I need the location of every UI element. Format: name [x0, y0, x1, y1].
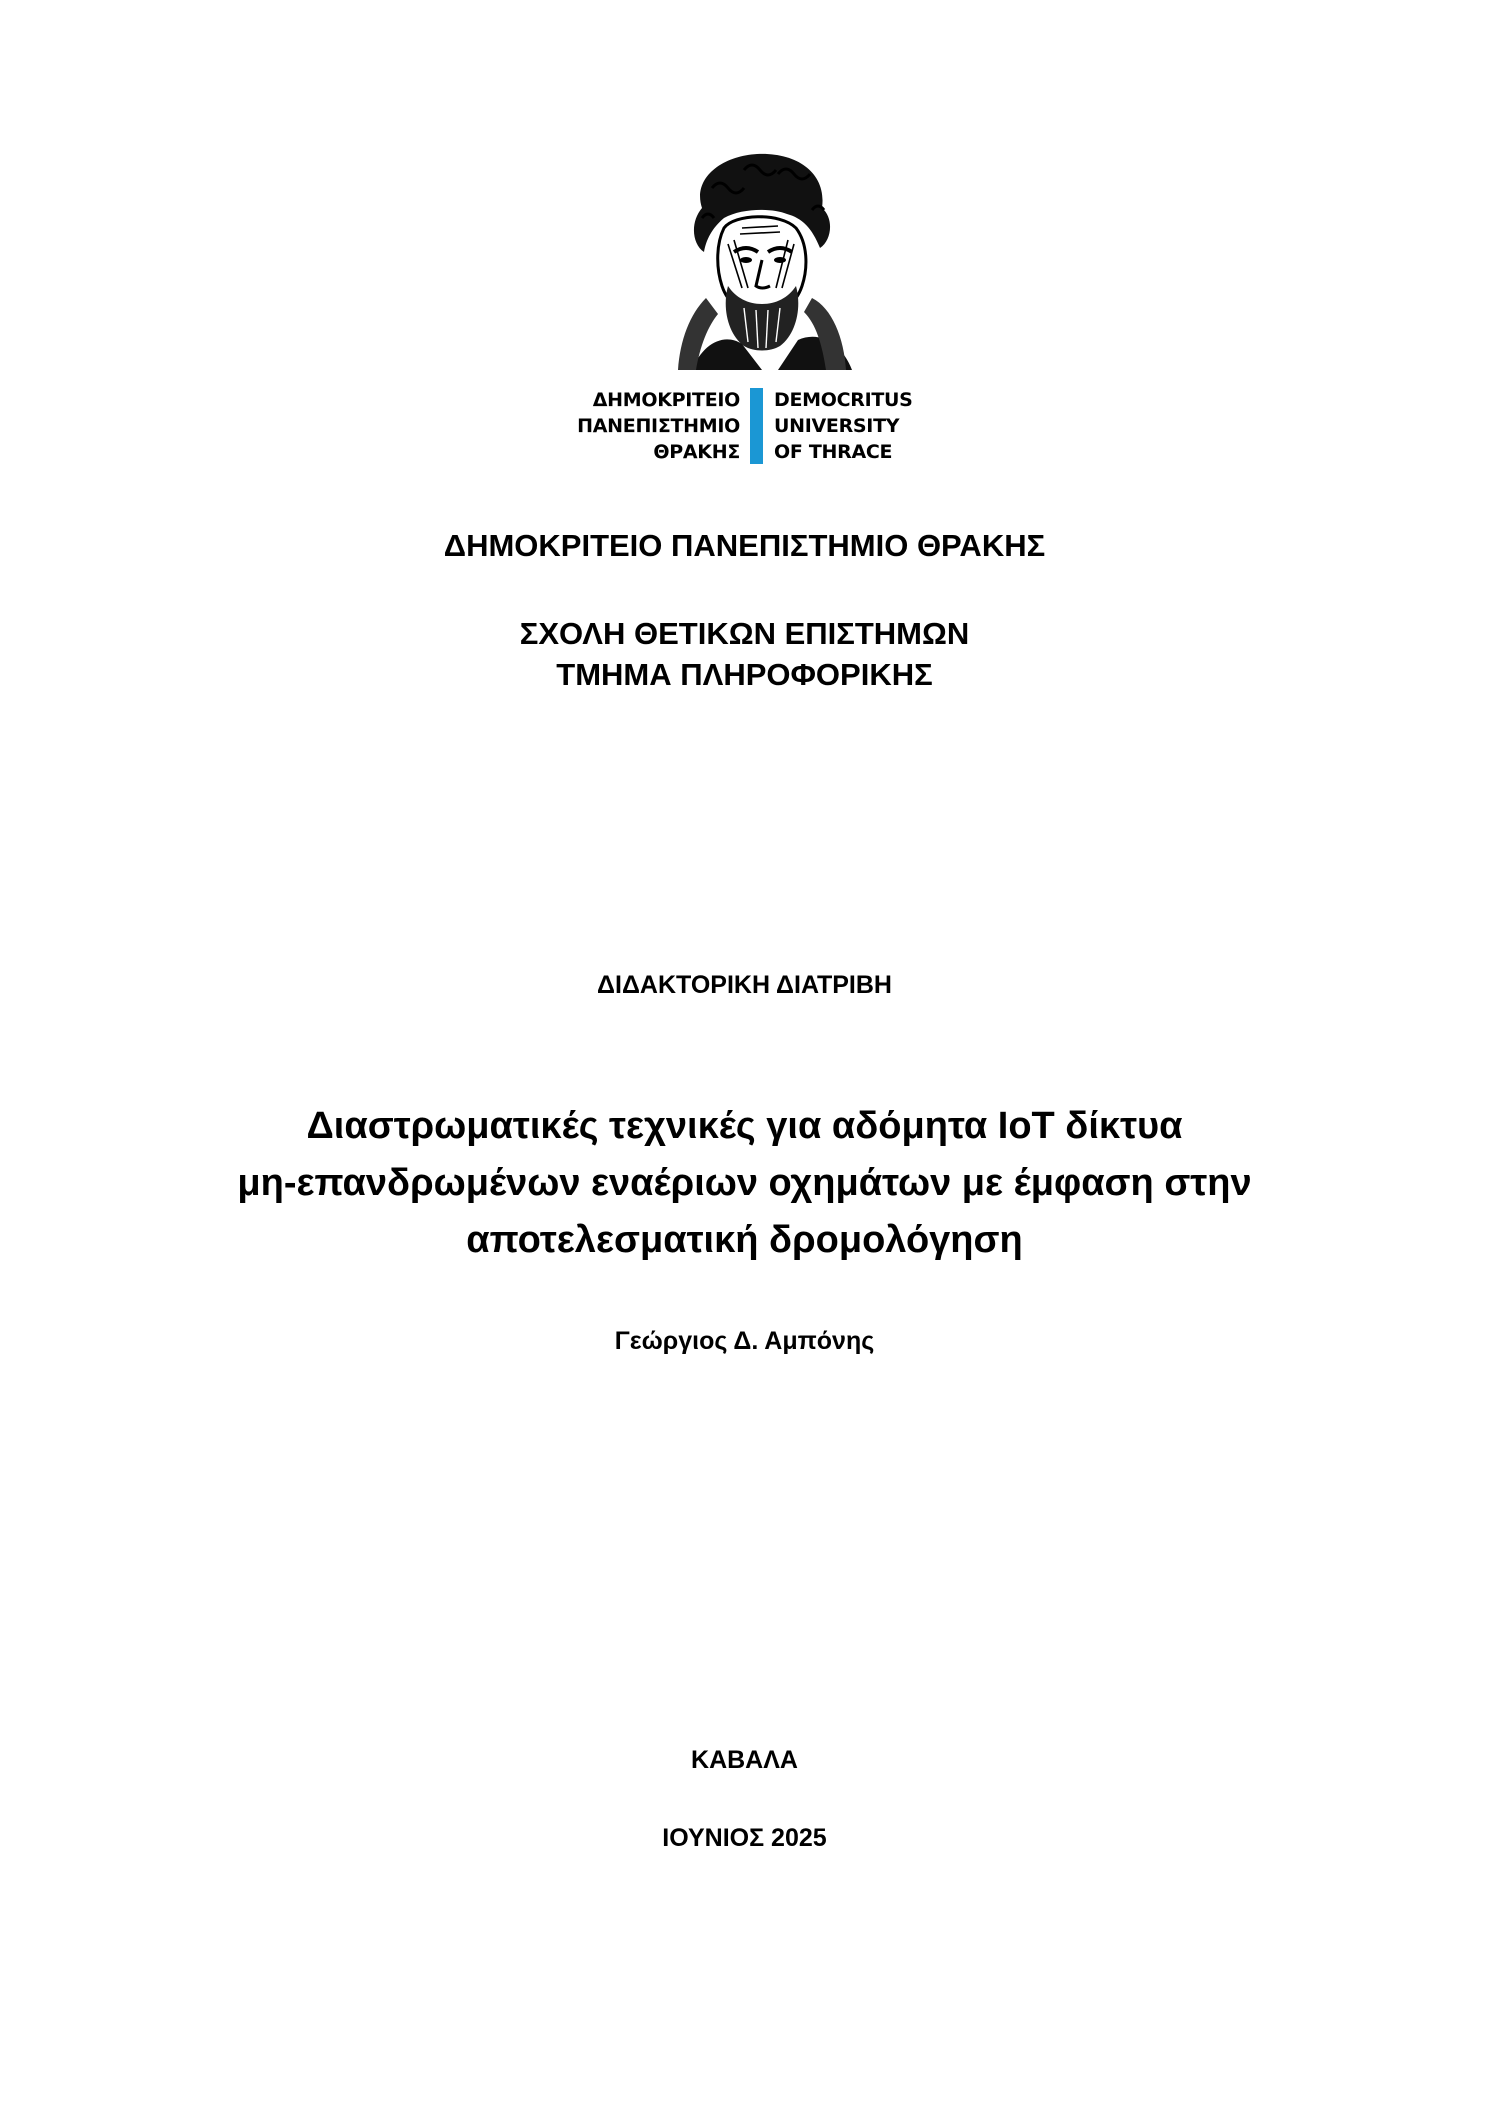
- logo-divider-bar: [750, 388, 763, 464]
- city: ΚΑΒΑΛΑ: [691, 1746, 798, 1774]
- thesis-title-line: μη-επανδρωμένων εναέριων οχημάτων με έμφαση στην: [237, 1162, 1252, 1204]
- date: ΙΟΥΝΙΟΣ 2025: [662, 1824, 827, 1852]
- author-name: Γεώργιος Δ. Αμπόνης: [614, 1327, 875, 1355]
- thesis-title: [0, 1098, 1489, 1269]
- department-name: ΤΜΗΜΑ ΠΛΗΡΟΦΟΡΙΚΗΣ: [556, 657, 933, 692]
- document-type: ΔΙΔΑΚΤΟΡΙΚΗ ΔΙΑΤΡΙΒΗ: [597, 971, 892, 999]
- university-logo: [570, 148, 930, 468]
- logo-name-greek: [570, 387, 740, 465]
- thesis-title-line: Διαστρωματικές τεχνικές για αδόμητα IoT δίκτυα: [306, 1105, 1183, 1147]
- thesis-title-line: αποτελεσματική δρομολόγηση: [466, 1219, 1023, 1261]
- logo-english-line: DEMOCRITUS: [774, 389, 913, 411]
- democritus-portrait-icon: [662, 148, 852, 370]
- logo-greek-line: ΘΡΑΚΗΣ: [653, 441, 740, 463]
- school-name: ΣΧΟΛΗ ΘΕΤΙΚΩΝ ΕΠΙΣΤΗΜΩΝ: [519, 616, 970, 651]
- logo-name-english: [774, 387, 913, 465]
- logo-english-line: OF THRACE: [774, 441, 893, 463]
- logo-english-line: UNIVERSITY: [774, 415, 900, 437]
- logo-greek-line: ΠΑΝΕΠΙΣΤΗΜΙΟ: [577, 415, 740, 437]
- university-name: ΔΗΜΟΚΡΙΤΕΙΟ ΠΑΝΕΠΙΣΤΗΜΙΟ ΘΡΑΚΗΣ: [443, 528, 1046, 563]
- logo-greek-line: ΔΗΜΟΚΡΙΤΕΙΟ: [592, 389, 740, 411]
